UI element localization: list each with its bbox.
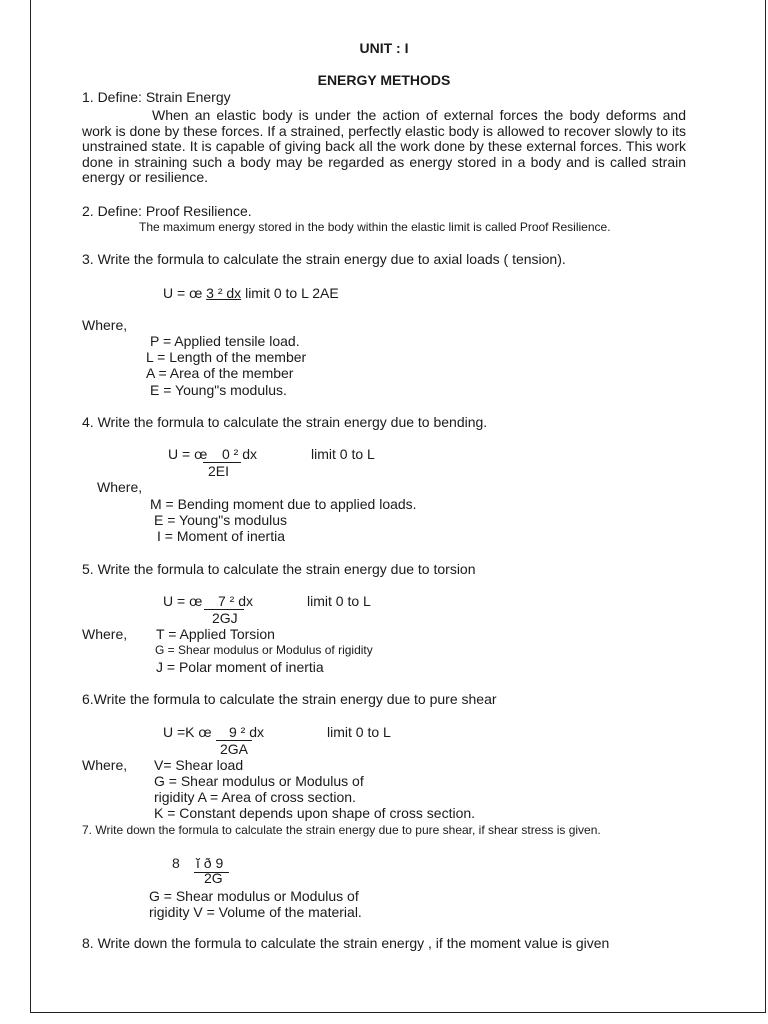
q6-where: Where, <box>82 757 128 773</box>
q6-formula-denominator: 2GA <box>220 741 249 757</box>
q5-formula-numerator: 7 ² dx <box>218 593 254 609</box>
q5-formula-denominator: 2GJ <box>212 610 238 626</box>
q4-def-i: I = Moment of inertia <box>157 528 286 544</box>
q5-def-g: G = Shear modulus or Modulus of rigidity <box>155 643 373 657</box>
q3-def-a: A = Area of the member <box>146 365 294 381</box>
q4-limit: limit 0 to L <box>311 446 375 462</box>
q1-body: When an elastic body is under the action of external forces the body deforms and work is done by these forces. If a strained, perfectly elastic body is allowed to recover slowly to its unstrained state. It is capable of giving back all the work done by these external forces. This work done in straining such a body may be regarded as energy stored in a body and is called strain energy or resilience. <box>82 107 686 185</box>
q6-def-v: V= Shear load <box>154 757 244 773</box>
page-title: ENERGY METHODS <box>317 72 451 88</box>
q4-formula-numerator: 0 ² dx <box>222 446 258 462</box>
q7-formula-lhs: 8 <box>172 855 180 871</box>
q5-where: Where, <box>82 626 128 642</box>
q6-def-k: K = Constant depends upon shape of cross section. <box>154 805 476 821</box>
q7-formula-numerator: ĭ ð 9 <box>196 855 224 871</box>
q7-heading: 7. Write down the formula to calculate the strain energy due to pure shear, if shear stress is given. <box>82 823 601 837</box>
q3-def-l: L = Length of the member <box>146 349 307 365</box>
q6-limit: limit 0 to L <box>327 724 391 740</box>
q3-where: Where, <box>82 317 128 333</box>
q6-heading: 6.Write the formula to calculate the strain energy due to pure shear <box>82 691 497 707</box>
q4-def-m: M = Bending moment due to applied loads. <box>150 496 417 512</box>
q7-def-v: rigidity V = Volume of the material. <box>149 904 362 920</box>
q5-heading: 5. Write the formula to calculate the strain energy due to torsion <box>82 561 476 577</box>
q6-formula-numerator: 9 ² dx <box>229 724 265 740</box>
q3-formula: U = œ 3 ² dx limit 0 to L 2AE <box>163 285 339 301</box>
q5-def-j: J = Polar moment of inertia <box>156 659 324 675</box>
q3-def-p: P = Applied tensile load. <box>150 333 300 349</box>
q6-def-a: rigidity A = Area of cross section. <box>154 789 356 805</box>
q1-heading: 1. Define: Strain Energy <box>82 89 231 105</box>
q2-body: The maximum energy stored in the body within the elastic limit is called Proof Resilience. <box>139 220 611 234</box>
q4-formula-denominator: 2EI <box>208 463 230 479</box>
q8-heading: 8. Write down the formula to calculate the strain energy , if the moment value is given <box>82 935 610 951</box>
q7-def-g: G = Shear modulus or Modulus of <box>149 888 359 904</box>
q3-heading: 3. Write the formula to calculate the strain energy due to axial loads ( tension). <box>82 251 566 267</box>
q5-limit: limit 0 to L <box>307 593 371 609</box>
q4-def-e: E = Young"s modulus <box>154 512 288 528</box>
q2-heading: 2. Define: Proof Resilience. <box>82 203 252 219</box>
q5-def-t: T = Applied Torsion <box>156 626 275 642</box>
q4-heading: 4. Write the formula to calculate the strain energy due to bending. <box>82 414 488 430</box>
q4-formula-lhs: U = œ <box>168 446 208 462</box>
q5-formula-lhs: U = œ <box>163 593 203 609</box>
q6-formula-lhs: U =K œ <box>163 724 212 740</box>
unit-heading: UNIT : I <box>359 40 409 56</box>
q4-where: Where, <box>97 479 143 495</box>
q7-formula-denominator: 2G <box>204 870 223 886</box>
q3-def-e: E = Young"s modulus. <box>150 382 287 398</box>
q6-def-g: G = Shear modulus or Modulus of <box>154 773 364 789</box>
